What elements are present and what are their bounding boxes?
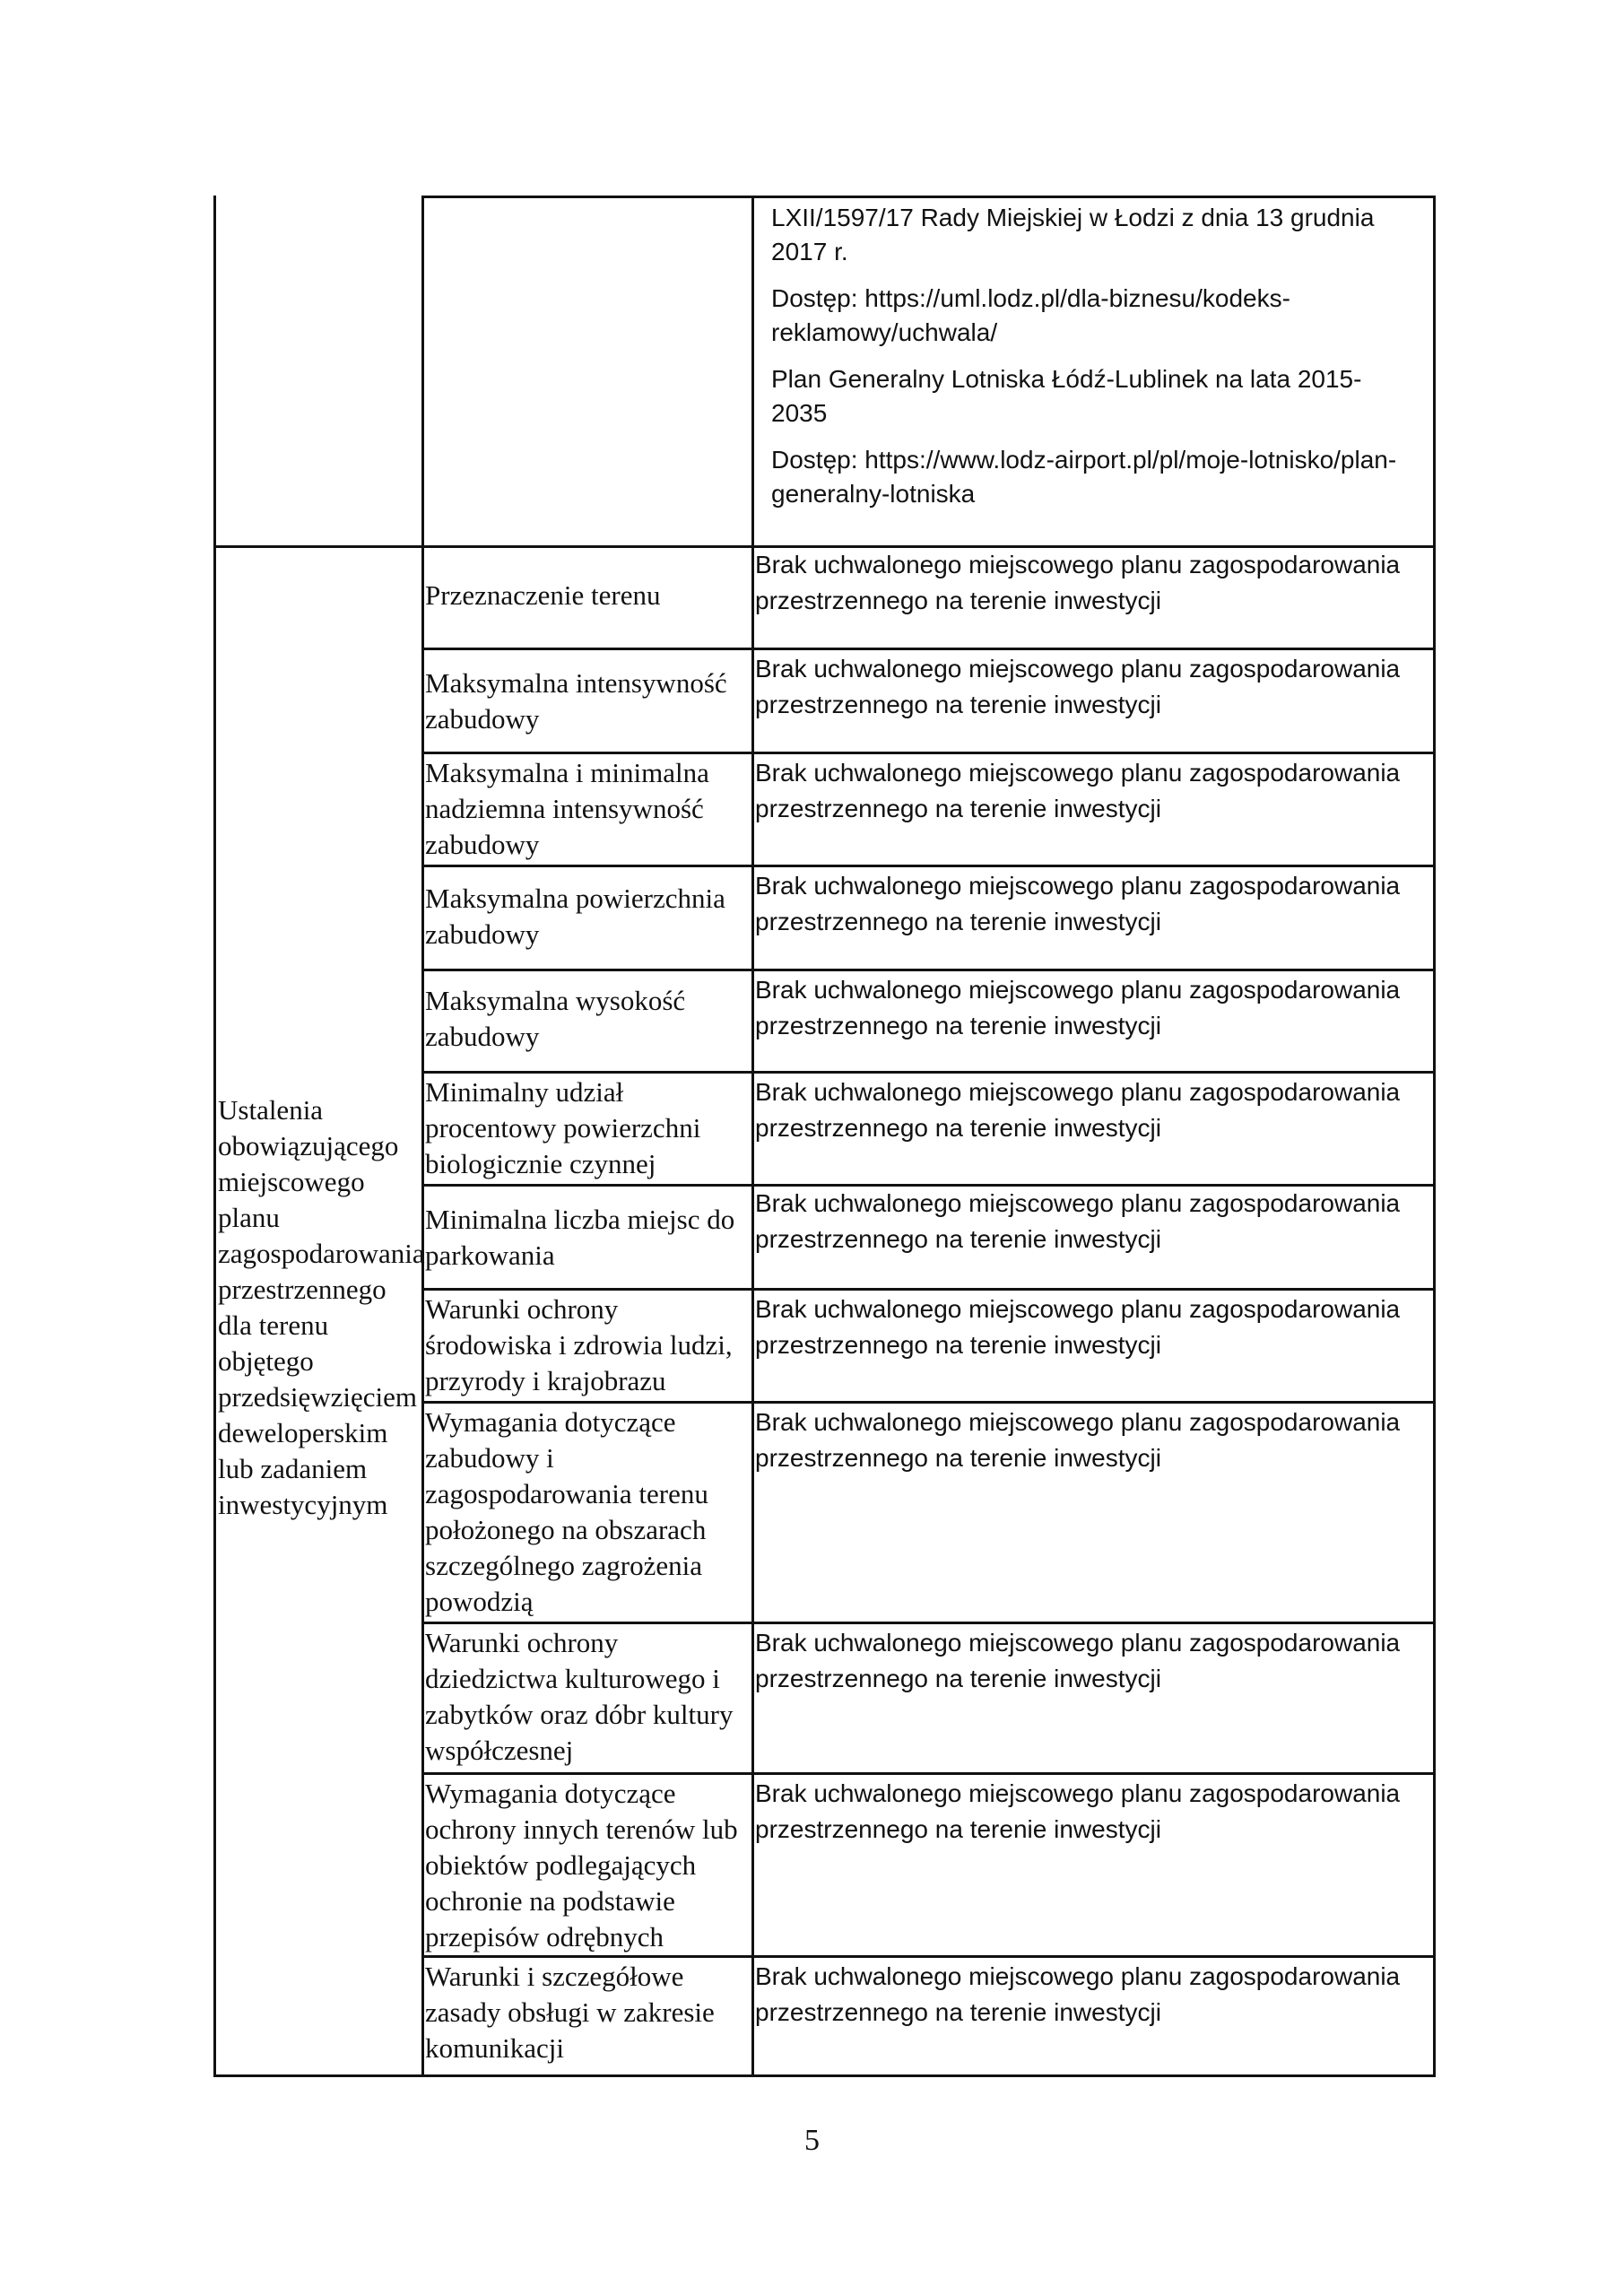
- criterion-cell: Warunki ochrony dziedzictwa kulturowego i zabytków oraz dóbr kultury współczesnej: [425, 1627, 734, 1766]
- reference-link[interactable]: Dostęp: https://uml.lodz.pl/dla-biznesu/kodeks-reklamowy/uchwala/: [771, 284, 1290, 346]
- value-cell: Brak uchwalonego miejscowego planu zagospodarowania przestrzennego na terenie inwestycji: [755, 655, 1401, 718]
- criterion-cell: Maksymalna wysokość zabudowy: [425, 985, 686, 1052]
- page-number: 5: [804, 2124, 820, 2157]
- value-cell: Brak uchwalonego miejscowego planu zagospodarowania przestrzennego na terenie inwestycji: [755, 1408, 1401, 1472]
- criterion-cell: Wymagania dotyczące ochrony innych terenów lub obiektów podlegających ochronie na podstawie przepisów odrębnych: [425, 1778, 738, 1952]
- section-label: Ustalenia obowiązującego miejscowego planu zagospodarowania przestrzennego dla terenu objętego przedsięwzięciem deweloperskim lub zadaniem inwestycyjnym: [218, 1094, 425, 1520]
- reference-link[interactable]: Dostęp: https://www.lodz-airport.pl/pl/moje-lotnisko/plan-generalny-lotniska: [771, 446, 1397, 508]
- value-cell: Brak uchwalonego miejscowego planu zagospodarowania przestrzennego na terenie inwestycji: [755, 1779, 1401, 1843]
- value-cell: Brak uchwalonego miejscowego planu zagospodarowania przestrzennego na terenie inwestycji: [755, 1189, 1401, 1253]
- criterion-cell: Minimalna liczba miejsc do parkowania: [425, 1204, 735, 1271]
- value-cell: Brak uchwalonego miejscowego planu zagospodarowania przestrzennego na terenie inwestycji: [755, 872, 1401, 935]
- value-cell: Brak uchwalonego miejscowego planu zagospodarowania przestrzennego na terenie inwestycji: [755, 976, 1401, 1039]
- criterion-cell: Warunki i szczegółowe zasady obsługi w zakresie komunikacji: [425, 1961, 715, 2064]
- criterion-cell: Maksymalna powierzchnia zabudowy: [425, 883, 725, 950]
- criterion-cell: Maksymalna i minimalna nadziemna intensywność zabudowy: [425, 757, 709, 860]
- value-cell: Brak uchwalonego miejscowego planu zagospodarowania przestrzennego na terenie inwestycji: [755, 1962, 1401, 2026]
- value-cell: Brak uchwalonego miejscowego planu zagospodarowania przestrzennego na terenie inwestycji: [755, 759, 1401, 822]
- criterion-cell: Maksymalna intensywność zabudowy: [425, 667, 727, 735]
- criterion-cell: Przeznaczenie terenu: [425, 579, 661, 611]
- criterion-cell: Wymagania dotyczące zabudowy i zagospodarowania terenu położonego na obszarach szczególnego zagrożenia powodzią: [425, 1406, 708, 1617]
- criterion-cell: Warunki ochrony środowiska i zdrowia ludzi, przyrody i krajobrazu: [425, 1293, 733, 1396]
- reference-line: LXII/1597/17 Rady Miejskiej w Łodzi z dnia 13 grudnia 2017 r.: [771, 204, 1375, 265]
- reference-line: Plan Generalny Lotniska Łódź-Lublinek na lata 2015-2035: [771, 365, 1362, 427]
- value-cell: Brak uchwalonego miejscowego planu zagospodarowania przestrzennego na terenie inwestycji: [755, 551, 1401, 614]
- value-cell: Brak uchwalonego miejscowego planu zagospodarowania przestrzennego na terenie inwestycji: [755, 1295, 1401, 1359]
- value-cell: Brak uchwalonego miejscowego planu zagospodarowania przestrzennego na terenie inwestycji: [755, 1078, 1401, 1142]
- value-cell: Brak uchwalonego miejscowego planu zagospodarowania przestrzennego na terenie inwestycji: [755, 1629, 1401, 1692]
- criterion-cell: Minimalny udział procentowy powierzchni biologicznie czynnej: [425, 1076, 701, 1179]
